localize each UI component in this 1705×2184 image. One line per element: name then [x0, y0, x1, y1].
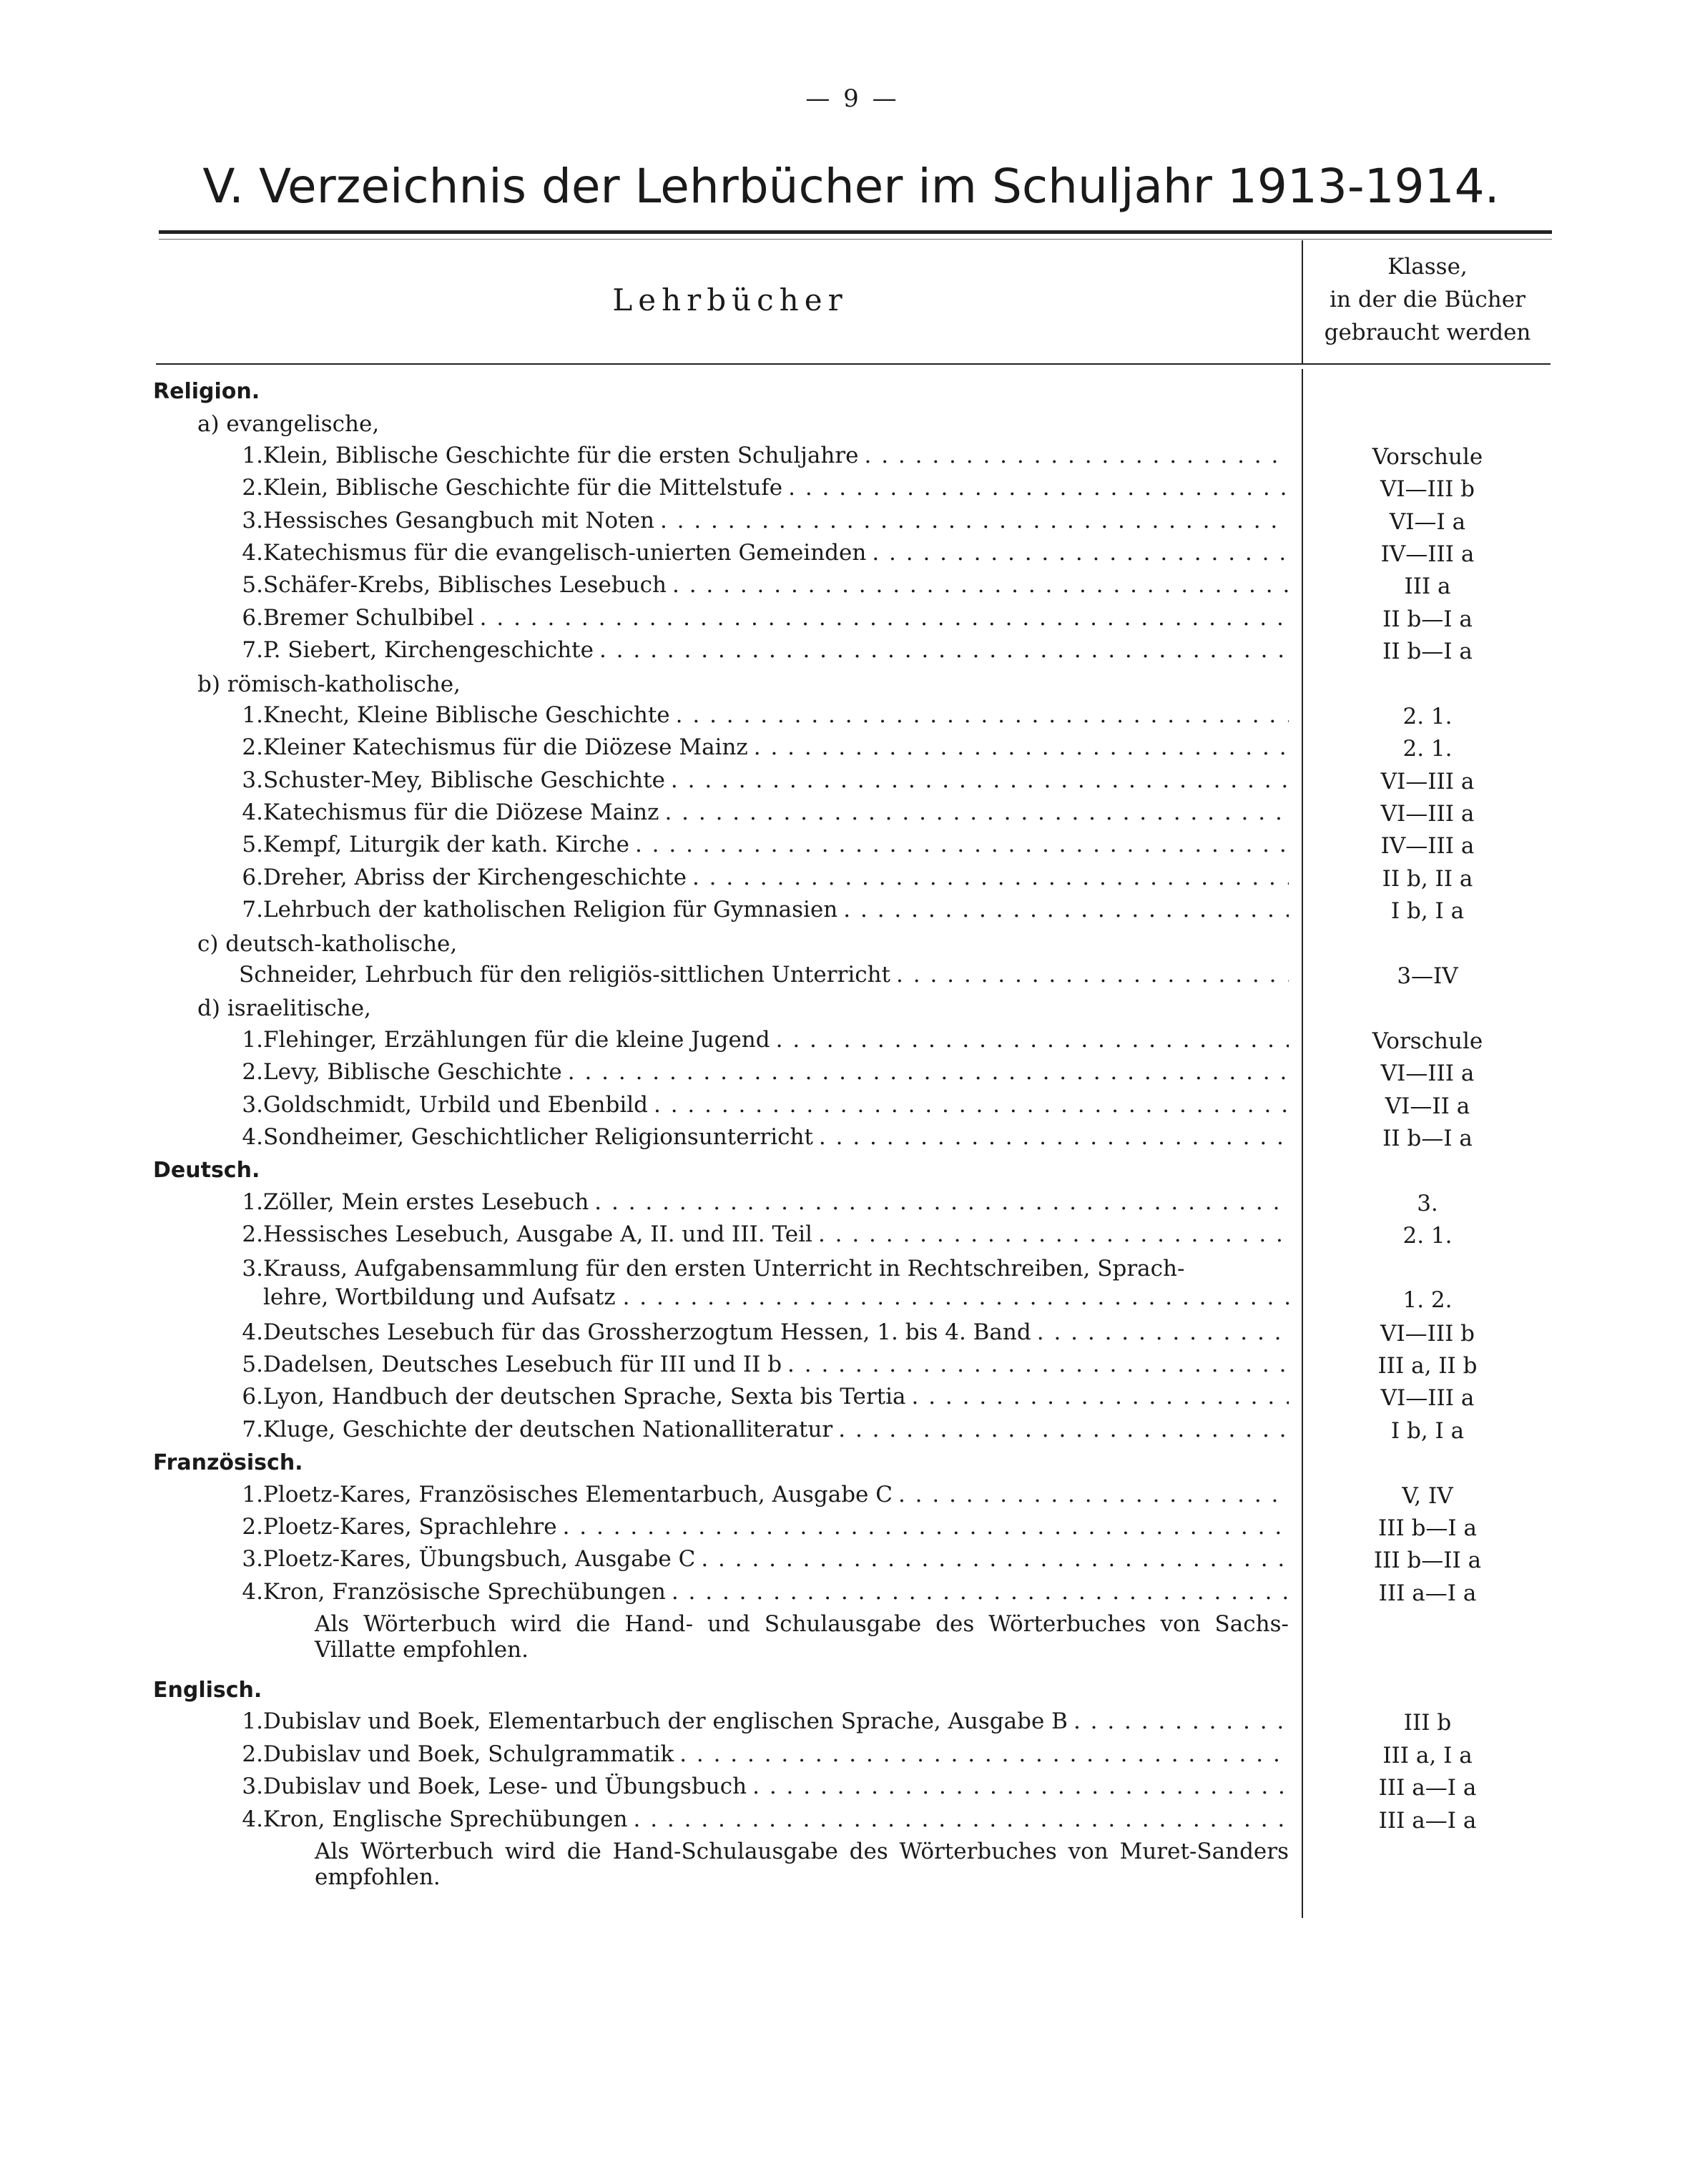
book-title: Lyon, Handbuch der deutschen Sprache, Sexta bis Tertia — [263, 1384, 906, 1410]
class-range: IV—III a — [1380, 541, 1475, 567]
class-range: III a, I a — [1382, 1742, 1473, 1769]
table-row — [0, 604, 1705, 636]
section-heading: Englisch. — [153, 1678, 262, 1703]
page-number: — 9 — — [805, 84, 900, 113]
leader-dots — [563, 1514, 1289, 1540]
entry-number: 4 . — [230, 1806, 263, 1832]
book-entry — [230, 897, 1289, 925]
table-row — [0, 1188, 1705, 1220]
class-range: 1. 2. — [1402, 1287, 1453, 1313]
book-title: Krauss, Aufgabensammlung für den ersten Unterricht in Rechtschreiben, Sprach- — [263, 1255, 1185, 1282]
entry-number: 3 . — [230, 767, 263, 793]
leader-dots — [776, 1027, 1289, 1053]
book-entry — [230, 1579, 1289, 1608]
textbook-list — [0, 376, 1705, 1902]
book-title: P. Siebert, Kirchengeschichte — [263, 637, 594, 664]
class-range: VI—III a — [1380, 1385, 1475, 1412]
class-range: II b, II a — [1382, 865, 1473, 892]
book-title: Hessisches Lesebuch, Ausgabe A, II. und III. Teil — [263, 1221, 812, 1248]
leader-dots — [898, 1482, 1289, 1507]
book-title: Sondheimer, Geschichtlicher Religionsunterricht — [263, 1123, 813, 1150]
table-row — [0, 1318, 1705, 1350]
entry-number: 5 . — [230, 832, 263, 857]
table-row — [0, 1415, 1705, 1447]
entry-number: 5 . — [230, 572, 263, 598]
page-title: V. Verzeichnis der Lehrbücher im Schuljahr 1913-1914. — [202, 159, 1500, 214]
table-row — [0, 1058, 1705, 1090]
leader-dots — [818, 1221, 1289, 1247]
class-range: II b—I a — [1382, 1125, 1473, 1151]
table-row — [0, 1480, 1705, 1512]
leader-dots — [896, 962, 1289, 988]
entry-number: 7 . — [230, 1417, 263, 1442]
book-title: Schneider, Lehrbuch für den religiös-sittlichen Unterricht — [239, 962, 891, 988]
class-range: VI—II a — [1385, 1093, 1470, 1119]
leader-dots — [1073, 1708, 1289, 1734]
book-entry — [230, 540, 1289, 569]
book-title: Dreher, Abriss der Kirchengeschichte — [263, 864, 687, 890]
leader-dots — [660, 508, 1289, 533]
book-title: Deutsches Lesebuch für das Grossherzogtum Hessen, 1. bis 4. Band — [263, 1319, 1031, 1345]
table-row — [0, 1025, 1705, 1058]
entry-number: 3 . — [230, 1546, 263, 1572]
subsection-row — [0, 993, 1705, 1025]
leader-dots — [1037, 1319, 1289, 1345]
entry-number: 3 . — [230, 1774, 263, 1799]
table-row — [0, 636, 1705, 668]
leader-dots — [654, 1092, 1289, 1118]
book-entry — [230, 1124, 1289, 1153]
book-title: Zöller, Mein erstes Lesebuch — [263, 1189, 589, 1215]
book-entry — [239, 962, 1289, 990]
book-title: Ploetz-Kares, Übungsbuch, Ausgabe C — [263, 1546, 696, 1573]
entry-number: 2 . — [230, 1059, 263, 1085]
leader-dots — [623, 1284, 1289, 1310]
entry-number: 1 . — [230, 1027, 263, 1053]
book-entry — [230, 1546, 1289, 1575]
book-title: Klein, Biblische Geschichte für die Mittelstufe — [263, 475, 783, 501]
class-range: 3. — [1417, 1190, 1438, 1216]
section-row — [0, 376, 1705, 408]
book-title: Flehinger, Erzählungen für die kleine Jugend — [263, 1026, 770, 1053]
class-range: VI—I a — [1389, 508, 1466, 535]
header-class-label — [1303, 250, 1552, 349]
table-row — [0, 766, 1705, 798]
leader-dots — [671, 767, 1289, 793]
table-row — [0, 733, 1705, 765]
entry-number: 1 . — [230, 1189, 263, 1215]
table-row — [0, 830, 1705, 862]
class-range: III a—I a — [1378, 1775, 1477, 1801]
subsection-row — [0, 408, 1705, 441]
book-entry — [230, 1741, 1289, 1770]
class-range: I b, I a — [1390, 1417, 1465, 1444]
class-range: III b — [1403, 1710, 1452, 1736]
book-title: Kleiner Katechismus für die Diözese Mainz — [263, 734, 748, 761]
table-row — [0, 960, 1705, 993]
entry-number: 1 . — [230, 443, 263, 468]
book-title: Ploetz-Kares, Sprachlehre — [263, 1513, 557, 1540]
book-title: Kempf, Liturgik der kath. Kirche — [263, 832, 629, 858]
header-class-line: gebraucht werden — [1324, 320, 1531, 345]
note-row — [0, 1610, 1705, 1675]
book-entry — [230, 734, 1289, 763]
class-range: 2. 1. — [1402, 736, 1453, 762]
leader-dots — [819, 1124, 1289, 1150]
book-entry — [230, 1319, 1289, 1348]
section-heading: Deutsch. — [153, 1158, 260, 1184]
leader-dots — [480, 605, 1289, 631]
entry-number: 5 . — [230, 1352, 263, 1377]
dictionary-note: Als Wörterbuch wird die Hand- und Schulausgabe des Wörterbuches von Sachs-Villatte empfohlen. — [315, 1611, 1289, 1663]
book-entry — [230, 1221, 1289, 1250]
header-class-line: in der die Bücher — [1330, 287, 1525, 313]
book-title: Katechismus für die Diözese Mainz — [263, 800, 659, 826]
table-row — [0, 538, 1705, 571]
table-row — [0, 1350, 1705, 1382]
book-title: Levy, Biblische Geschichte — [263, 1059, 562, 1086]
entry-number: 2 . — [230, 734, 263, 760]
subsection-heading: d) israelitische, — [197, 995, 371, 1022]
header-class-line: Klasse, — [1387, 254, 1468, 280]
class-range: IV—III a — [1380, 833, 1475, 860]
leader-dots — [865, 443, 1289, 468]
class-range: 2. 1. — [1402, 703, 1453, 729]
leader-dots — [788, 475, 1289, 501]
book-entry — [230, 1514, 1289, 1543]
class-range: Vorschule — [1372, 443, 1483, 470]
entry-number: 7 . — [230, 637, 263, 663]
entry-number: 3 . — [230, 1254, 263, 1283]
class-range: Vorschule — [1372, 1028, 1483, 1054]
class-range: VI—III a — [1380, 1061, 1475, 1087]
class-range: III b—II a — [1373, 1548, 1482, 1574]
book-title-cont: lehre, Wortbildung und Aufsatz — [263, 1284, 616, 1310]
class-range: III a, II b — [1377, 1352, 1478, 1379]
book-title: Kron, Englische Sprechübungen — [263, 1806, 628, 1832]
entry-number: 2 . — [230, 1741, 263, 1767]
table-row — [0, 571, 1705, 603]
entry-number: 1 . — [230, 1482, 263, 1507]
book-entry — [230, 1806, 1289, 1835]
book-entry — [230, 1774, 1289, 1802]
leader-dots — [754, 734, 1289, 760]
leader-dots — [568, 1059, 1289, 1085]
entry-number: 3 . — [230, 1092, 263, 1118]
title-rule — [159, 230, 1552, 234]
book-entry — [230, 443, 1289, 471]
table-row — [0, 506, 1705, 538]
subsection-heading: b) römisch-katholische, — [197, 671, 461, 697]
class-range: 2. 1. — [1402, 1223, 1453, 1249]
book-entry — [230, 1189, 1289, 1218]
class-range: VI—III b — [1380, 476, 1475, 503]
section-heading: Französisch. — [153, 1450, 303, 1476]
leader-dots — [701, 1546, 1289, 1572]
book-entry — [230, 767, 1289, 796]
section-heading: Religion. — [153, 379, 260, 404]
subsection-row — [0, 928, 1705, 960]
class-range: III a—I a — [1378, 1807, 1477, 1834]
table-row — [0, 1253, 1705, 1318]
book-title: Schuster-Mey, Biblische Geschichte — [263, 767, 665, 793]
book-title: Klein, Biblische Geschichte für die ersten Schuljahre — [263, 442, 859, 468]
leader-dots — [676, 702, 1289, 728]
leader-dots — [787, 1352, 1289, 1377]
book-entry — [230, 865, 1289, 893]
table-row — [0, 1740, 1705, 1772]
class-range: III b—I a — [1377, 1515, 1478, 1541]
book-entry — [230, 475, 1289, 503]
note-row — [0, 1837, 1705, 1902]
leader-dots — [872, 540, 1289, 566]
header-rule — [156, 363, 1551, 365]
subsection-heading: a) evangelische, — [197, 411, 380, 438]
entry-number: 2 . — [230, 475, 263, 501]
book-title: Goldschmidt, Urbild und Ebenbild — [263, 1091, 648, 1118]
leader-dots — [912, 1384, 1289, 1410]
leader-dots — [692, 865, 1289, 890]
table-row — [0, 1091, 1705, 1123]
subsection-heading: c) deutsch-katholische, — [197, 930, 458, 957]
book-title: Ploetz-Kares, Französisches Elementarbuch, Ausgabe C — [263, 1481, 893, 1507]
header-books-label: Lehrbücher — [612, 282, 848, 318]
book-entry — [230, 1708, 1289, 1737]
entry-number: 3 . — [230, 508, 263, 533]
table-row — [0, 895, 1705, 928]
book-entry — [230, 572, 1289, 601]
entry-number: 7 . — [230, 897, 263, 923]
book-title: Dubislav und Boek, Lese- und Übungsbuch — [263, 1774, 747, 1800]
table-row — [0, 1382, 1705, 1415]
leader-dots — [599, 637, 1289, 663]
entry-number: 4 . — [230, 1579, 263, 1605]
book-title: Bremer Schulbibel — [263, 604, 474, 631]
table-row — [0, 1707, 1705, 1739]
book-title: Dubislav und Boek, Schulgrammatik — [263, 1741, 674, 1767]
table-row — [0, 863, 1705, 895]
book-entry — [230, 832, 1289, 860]
table-row — [0, 1545, 1705, 1577]
book-entry — [230, 1417, 1289, 1445]
table-row — [0, 1220, 1705, 1252]
table-row — [0, 1805, 1705, 1837]
table-row — [0, 701, 1705, 733]
table-row — [0, 1123, 1705, 1155]
book-title-line — [230, 1283, 1289, 1312]
leader-dots — [594, 1189, 1289, 1215]
title-rule-thin — [159, 239, 1552, 240]
class-range: III a—I a — [1378, 1580, 1477, 1606]
class-range: II b—I a — [1382, 639, 1473, 665]
entry-number: 4 . — [230, 1319, 263, 1345]
section-row — [0, 1155, 1705, 1187]
entry-number: 2 . — [230, 1514, 263, 1540]
table-row — [0, 441, 1705, 473]
book-entry — [230, 1384, 1289, 1412]
entry-number: 4 . — [230, 800, 263, 825]
class-range: III a — [1404, 574, 1451, 600]
leader-dots — [672, 1579, 1289, 1605]
class-range: V, IV — [1402, 1482, 1453, 1509]
section-row — [0, 1675, 1705, 1707]
book-entry — [230, 1482, 1289, 1510]
book-title: Dadelsen, Deutsches Lesebuch für III und II b — [263, 1351, 782, 1377]
table-row — [0, 1512, 1705, 1545]
class-range: VI—III a — [1380, 768, 1475, 795]
book-title: Kluge, Geschichte der deutschen Nationalliteratur — [263, 1416, 833, 1442]
book-title: Lehrbuch der katholischen Religion für Gymnasien — [263, 897, 838, 923]
book-title: Schäfer-Krebs, Biblisches Lesebuch — [263, 572, 667, 599]
book-title: Hessisches Gesangbuch mit Noten — [263, 507, 654, 533]
book-title-line — [230, 1254, 1289, 1283]
section-row — [0, 1447, 1705, 1480]
entry-number: 6 . — [230, 865, 263, 890]
book-entry — [230, 1352, 1289, 1380]
entry-number: 4 . — [230, 540, 263, 566]
class-range: 3—IV — [1397, 963, 1458, 990]
class-range: VI—III a — [1380, 801, 1475, 827]
book-entry — [230, 508, 1289, 536]
table-row — [0, 1772, 1705, 1804]
leader-dots — [664, 800, 1289, 825]
book-entry — [230, 1059, 1289, 1088]
dictionary-note: Als Wörterbuch wird die Hand-Schulausgabe des Wörterbuches von Muret-Sanders empfohlen. — [315, 1839, 1289, 1891]
leader-dots — [679, 1741, 1289, 1767]
book-entry — [230, 1027, 1289, 1056]
book-entry — [230, 605, 1289, 634]
leader-dots — [838, 1417, 1289, 1442]
leader-dots — [752, 1774, 1289, 1799]
table-row — [0, 473, 1705, 506]
subsection-row — [0, 669, 1705, 701]
entry-number: 6 . — [230, 605, 263, 631]
leader-dots — [672, 572, 1289, 598]
class-range: I b, I a — [1390, 898, 1465, 925]
book-title: Kron, Französische Sprechübungen — [263, 1578, 666, 1605]
leader-dots — [843, 897, 1289, 923]
entry-number: 1 . — [230, 702, 263, 728]
book-entry — [230, 800, 1289, 828]
book-entry — [230, 637, 1289, 666]
book-title: Dubislav und Boek, Elementarbuch der englischen Sprache, Ausgabe B — [263, 1708, 1068, 1735]
entry-number: 6 . — [230, 1384, 263, 1410]
book-entry — [230, 702, 1289, 731]
entry-number: 4 . — [230, 1124, 263, 1150]
table-row — [0, 798, 1705, 830]
table-row — [0, 1578, 1705, 1610]
book-entry — [230, 1254, 1289, 1314]
book-title: Knecht, Kleine Biblische Geschichte — [263, 702, 670, 728]
leader-dots — [635, 832, 1289, 857]
book-entry — [230, 1092, 1289, 1121]
entry-number: 2 . — [230, 1221, 263, 1247]
book-title: Katechismus für die evangelisch-unierten Gemeinden — [263, 539, 867, 566]
leader-dots — [634, 1806, 1289, 1832]
class-range: VI—III b — [1380, 1320, 1475, 1347]
entry-number: 1 . — [230, 1708, 263, 1734]
class-range: II b—I a — [1382, 606, 1473, 632]
